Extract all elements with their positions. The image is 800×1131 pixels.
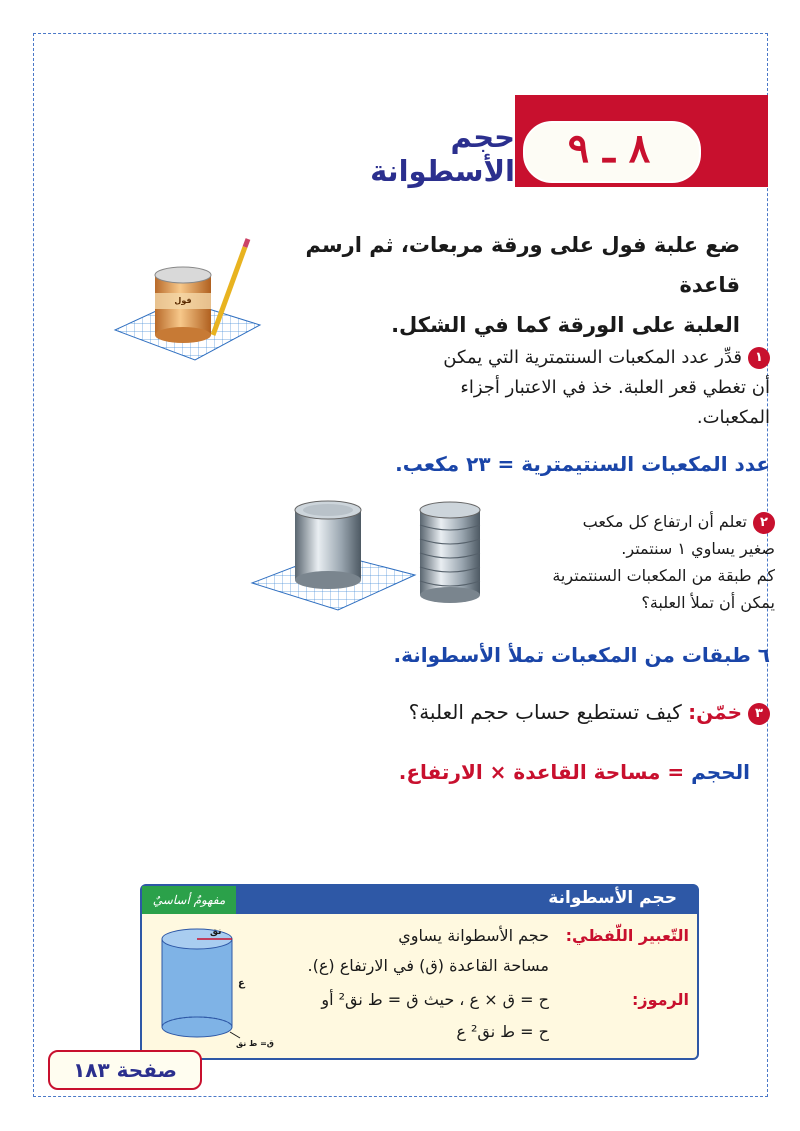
question-1-line-1: قدِّر عدد المكعبات السنتمترية التي يمكن — [443, 347, 742, 368]
lesson-title: حجم الأسطوانة — [370, 120, 515, 188]
symbols-line-1: ح = ق × ع ، حيث ق = ط نق² أو — [321, 990, 549, 1009]
question-3-number: ٣ — [748, 703, 770, 725]
question-3 — [330, 700, 770, 725]
symbols-line-2: ح = ط نق² ع — [456, 1022, 549, 1041]
lesson-number: ٨ ـ ٩ — [567, 125, 651, 172]
question-2-line-2: صغير يساوي ١ سنتمتر. — [621, 539, 775, 558]
question-2-line-1: تعلم أن ارتفاع كل مكعب — [582, 512, 747, 531]
key-concept-tag: مفهومٌ أساسيٌ — [142, 886, 236, 914]
question-1 — [380, 343, 770, 433]
intro-line-2: العلبة على الورقة كما في الشكل. — [391, 313, 740, 337]
intro-line-1: ضع علبة فول على ورقة مربعات، ثم ارسم قاعدة — [305, 233, 740, 297]
question-1-line-3: المكعبات. — [696, 407, 770, 428]
can-on-grid-illustration — [110, 235, 270, 365]
key-concept-title: حجم الأسطوانة — [548, 888, 677, 908]
page-number-box: صفحة ١٨٣ — [48, 1050, 202, 1090]
cylinder-diagram — [152, 924, 274, 1049]
radius-label: نق — [210, 927, 222, 937]
answer-2: ٦ طبقات من المكعبات تملأ الأسطوانة. — [393, 643, 770, 667]
question-2 — [520, 508, 775, 616]
answer-3 — [300, 760, 750, 784]
answer-3-term: الحجم — [691, 760, 750, 784]
question-3-text: كيف تستطيع حساب حجم العلبة؟ — [408, 700, 682, 724]
words-line-2: مساحة القاعدة (ق) في الارتفاع (ع). — [307, 956, 549, 975]
words-line-1: حجم الأسطوانة يساوي — [398, 926, 549, 945]
cylinders-illustration — [250, 495, 520, 615]
can-label: فول — [174, 296, 192, 305]
key-concept-box — [140, 884, 699, 1060]
question-2-line-3: كم طبقة من المكعبات السنتمترية — [552, 566, 775, 585]
question-2-number: ٢ — [753, 512, 775, 534]
answer-3-formula: = مساحة القاعدة × الارتفاع. — [398, 760, 692, 784]
base-label: ق= ط نق — [236, 1039, 274, 1048]
intro-text — [250, 225, 740, 345]
question-1-line-2: أن تغطي قعر العلبة. خذ في الاعتبار أجزاء — [460, 377, 770, 398]
question-1-number: ١ — [748, 347, 770, 369]
height-label: ع — [238, 978, 245, 989]
key-concept-header — [142, 886, 697, 914]
symbols-label: الرموز: — [632, 990, 689, 1009]
question-3-keyword: خمّن: — [688, 700, 742, 724]
answer-1: عدد المكعبات السنتيمترية = ٢٣ مكعب. — [395, 452, 770, 476]
words-label: التّعبير اللّفظي: — [565, 926, 689, 945]
question-2-line-4: يمكن أن تملأ العلبة؟ — [641, 593, 775, 612]
